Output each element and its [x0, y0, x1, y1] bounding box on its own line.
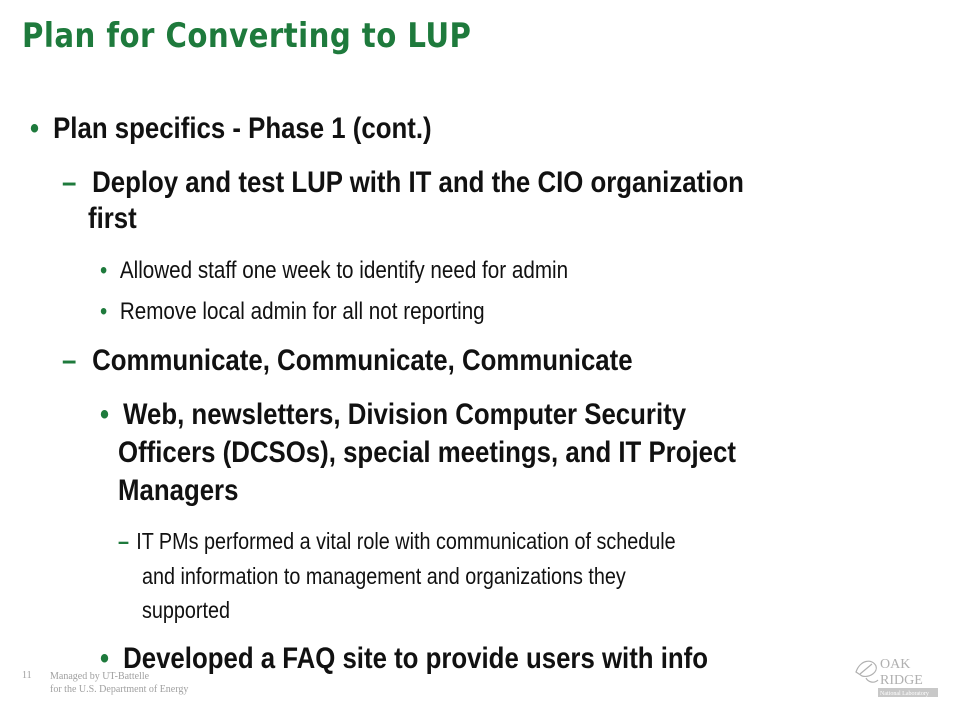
footer-managed-by — [50, 670, 188, 696]
page-number: 11 — [22, 670, 32, 681]
subitem-text-line1: IT PMs performed a vital role with communication of schedule — [136, 528, 676, 554]
subitem-it-pms — [118, 528, 676, 555]
item-web-newsletters-line3: Managers — [118, 474, 239, 507]
logo-oak: OAK — [880, 657, 911, 672]
oak-ridge-logo — [852, 652, 940, 698]
item-web-newsletters-line2: Officers (DCSOs), special meetings, and IT Project — [118, 436, 736, 469]
logo-subtitle: National Laboratory — [880, 691, 929, 697]
item-web-newsletters — [100, 398, 686, 432]
footer-line2: for the U.S. Department of Energy — [50, 684, 189, 695]
subbullet-communicate — [62, 344, 633, 378]
dash-glyph: – — [62, 344, 77, 377]
bullet-glyph: • — [100, 642, 110, 675]
subbullet-deploy — [62, 166, 744, 200]
subbullet-deploy-line2: first — [88, 202, 137, 235]
item-text: Allowed staff one week to identify need for admin — [119, 257, 569, 284]
item-remove-admin — [100, 298, 485, 326]
subitem-it-pms-line2: and information to management and organizations they — [142, 563, 626, 589]
subitem-it-pms-line3: supported — [142, 597, 230, 623]
bullet-glyph: • — [100, 257, 108, 284]
dash-glyph: – — [118, 528, 130, 554]
item-text: Remove local admin for all not reporting — [119, 298, 485, 325]
subbullet-text-line1: Deploy and test LUP with IT and the CIO organization — [92, 166, 744, 199]
item-text: Developed a FAQ site to provide users with info — [123, 642, 709, 675]
item-allowed-staff — [100, 257, 568, 285]
bullet-text: Plan specifics - Phase 1 (cont.) — [53, 112, 432, 145]
bullet-glyph: • — [30, 112, 40, 145]
footer-line1: Managed by UT-Battelle — [50, 671, 150, 682]
dash-glyph: – — [62, 166, 77, 199]
subbullet-text: Communicate, Communicate, Communicate — [92, 344, 633, 377]
item-text-line1: Web, newsletters, Division Computer Security — [123, 398, 687, 431]
leaf-icon — [856, 661, 878, 682]
bullet-glyph: • — [100, 398, 110, 431]
slide-title: Plan for Converting to LUP — [22, 16, 472, 56]
bullet-plan-specifics — [30, 112, 432, 146]
bullet-glyph: • — [100, 298, 108, 325]
item-faq-site — [100, 642, 708, 676]
logo-ridge: RIDGE — [880, 673, 923, 688]
